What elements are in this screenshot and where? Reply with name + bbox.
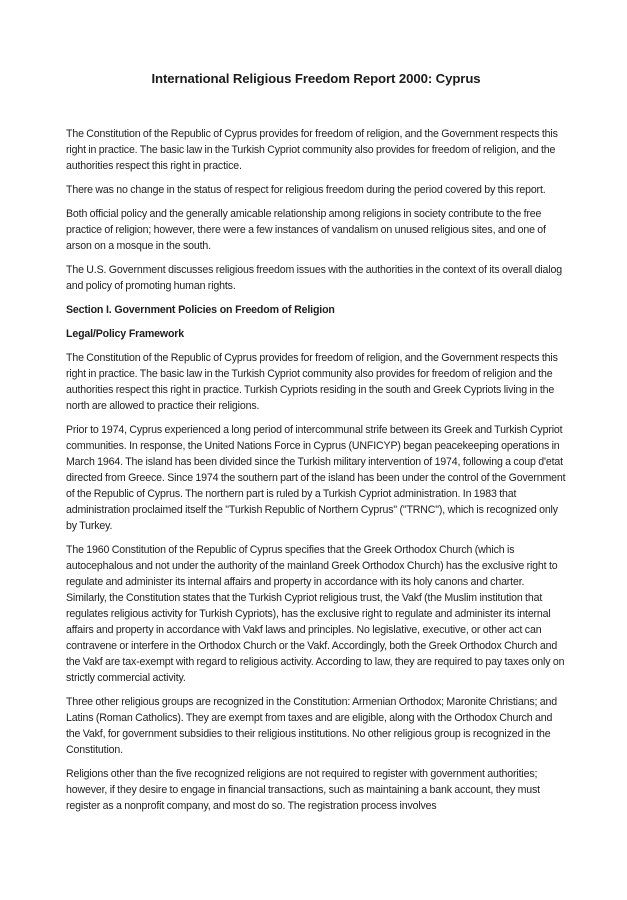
document-body — [66, 126, 566, 822]
paragraph-no-change: There was no change in the status of respect for religious freedom during the period covered by this report. — [66, 184, 546, 196]
document-title: International Religious Freedom Report 2000: Cyprus — [151, 71, 481, 86]
paragraph-official-policy: Both official policy and the generally amicable relationship among religions in society contribute to the free practice of religion; however, there were a few instances of vandalism on unused religious sites, and one of arson on a mosque in the south. — [66, 208, 546, 252]
paragraph-us-government: The U.S. Government discusses religious freedom issues with the authorities in the context of its overall dialog and policy of promoting human rights. — [66, 264, 562, 292]
paragraph-registration: Religions other than the five recognized religions are not required to register with government authorities; however, if they desire to engage in financial transactions, such as maintaining a bank account, they must register as a nonprofit company, and most do so. The registration process involves — [66, 768, 540, 812]
paragraph-summary-constitution: The Constitution of the Republic of Cyprus provides for freedom of religion, and the Government respects this right in practice. The basic law in the Turkish Cypriot community also provides for freedom of religion, and the authorities respect this right in practice. — [66, 128, 558, 172]
subsection-heading: Legal/Policy Framework — [66, 328, 184, 340]
paragraph-history: Prior to 1974, Cyprus experienced a long period of intercommunal strife between its Greek and Turkish Cypriot communities. In response, the United Nations Force in Cyprus (UNFICYP) began peacekeeping operations in March 1964. The island has been divided since the Turkish military intervention of 1974, following a coup d'etat directed from Greece. Since 1974 the southern part of the island has been under the control of the Government of the Republic of Cyprus. The northern part is ruled by a Turkish Cypriot administration. In 1983 that administration proclaimed itself the "Turkish Republic of Northern Cyprus" ("TRNC"), which is recognized only by Turkey. — [66, 424, 566, 532]
section-heading: Section I. Government Policies on Freedom of Religion — [66, 304, 335, 316]
paragraph-1960-constitution: The 1960 Constitution of the Republic of Cyprus specifies that the Greek Orthodox Church (which is autocephalous and not under the authority of the mainland Greek Orthodox Church) has the exclusive right to regulate and administer its internal affairs and property in accordance with its holy canons and charter. Similarly, the Constitution states that the Turkish Cypriot religious trust, the Vakf (the Muslim institution that regulates religious activity for Turkish Cypriots), has the exclusive right to regulate and administer its internal affairs and property in accordance with Vakf laws and principles. No legislative, executive, or other act can contravene or interfere in the Orthodox Church or the Vakf. Accordingly, both the Greek Orthodox Church and the Vakf are tax-exempt with regard to religious activity. According to law, they are required to pay taxes only on strictly commercial activity. — [66, 544, 565, 684]
paragraph-legal-framework: The Constitution of the Republic of Cyprus provides for freedom of religion, and the Government respects this right in practice. The basic law in the Turkish Cypriot community also provides for freedom of religion and the authorities respect this right in practice. Turkish Cypriots residing in the south and Greek Cypriots living in the north are allowed to practice their religions. — [66, 352, 558, 412]
paragraph-other-groups: Three other religious groups are recognized in the Constitution: Armenian Orthodox; Maronite Christians; and Latins (Roman Catholics). They are exempt from taxes and are eligible, along with the Orthodox Church and the Vakf, for government subsidies to their religious institutions. No other religious group is recognized in the Constitution. — [66, 696, 558, 756]
